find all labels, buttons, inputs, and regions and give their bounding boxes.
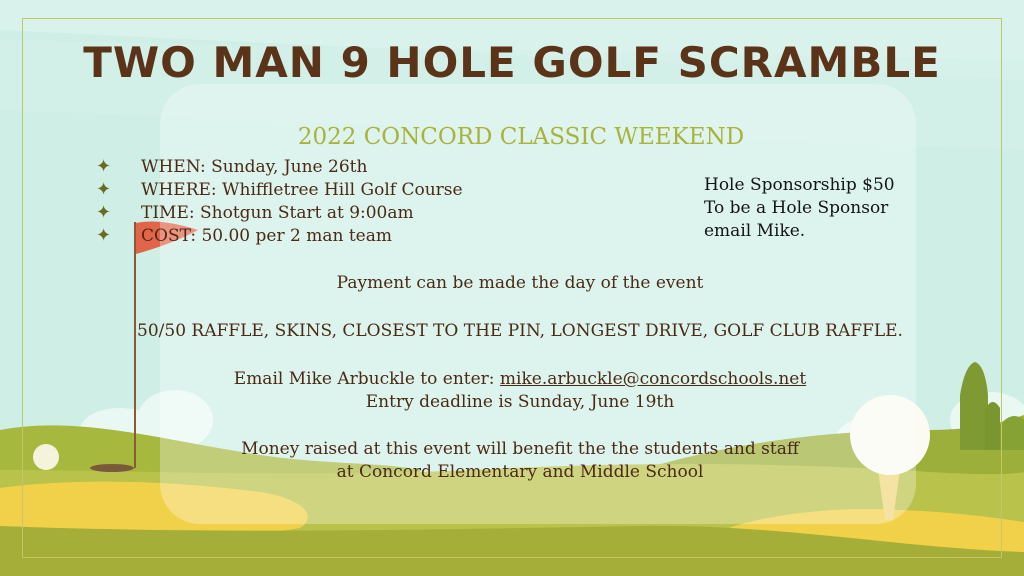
detail-when: WHEN: Sunday, June 26th: [141, 157, 368, 177]
page-title: TWO MAN 9 HOLE GOLF SCRAMBLE: [83, 38, 941, 87]
sparkle-bullet-icon: ✦: [96, 202, 112, 223]
benefit-line-2: at Concord Elementary and Middle School: [336, 462, 704, 482]
contact-prefix: Email Mike Arbuckle to enter:: [233, 369, 500, 389]
contact-line: [0, 369, 1024, 389]
detail-cost: COST: 50.00 per 2 man team: [141, 226, 392, 246]
list-item: [96, 202, 463, 225]
entry-deadline: Entry deadline is Sunday, June 19th: [365, 392, 675, 412]
detail-where: WHERE: Whiffletree Hill Golf Course: [141, 180, 463, 200]
activities-list: 50/50 RAFFLE, SKINS, CLOSEST TO THE PIN, LONGEST DRIVE, GOLF CLUB RAFFLE.: [137, 321, 903, 341]
list-item: [96, 179, 463, 202]
detail-time: TIME: Shotgun Start at 9:00am: [141, 203, 414, 223]
sponsorship-info: [704, 174, 895, 243]
event-details-list: [96, 156, 463, 248]
email-link[interactable]: mike.arbuckle@concordschools.net: [499, 369, 807, 389]
sparkle-bullet-icon: ✦: [96, 156, 112, 177]
list-item: [96, 225, 463, 248]
sparkle-bullet-icon: ✦: [96, 225, 112, 246]
sparkle-bullet-icon: ✦: [96, 179, 112, 200]
benefit-line-1: Money raised at this event will benefit the the students and staff: [241, 439, 799, 459]
sponsor-price: Hole Sponsorship $50: [704, 175, 895, 195]
sponsor-instruction: To be a Hole Sponsor: [704, 198, 889, 218]
event-subtitle: 2022 CONCORD CLASSIC WEEKEND: [297, 124, 745, 150]
sponsor-contact: email Mike.: [704, 221, 806, 241]
list-item: [96, 156, 463, 179]
payment-note: Payment can be made the day of the event: [336, 273, 704, 293]
